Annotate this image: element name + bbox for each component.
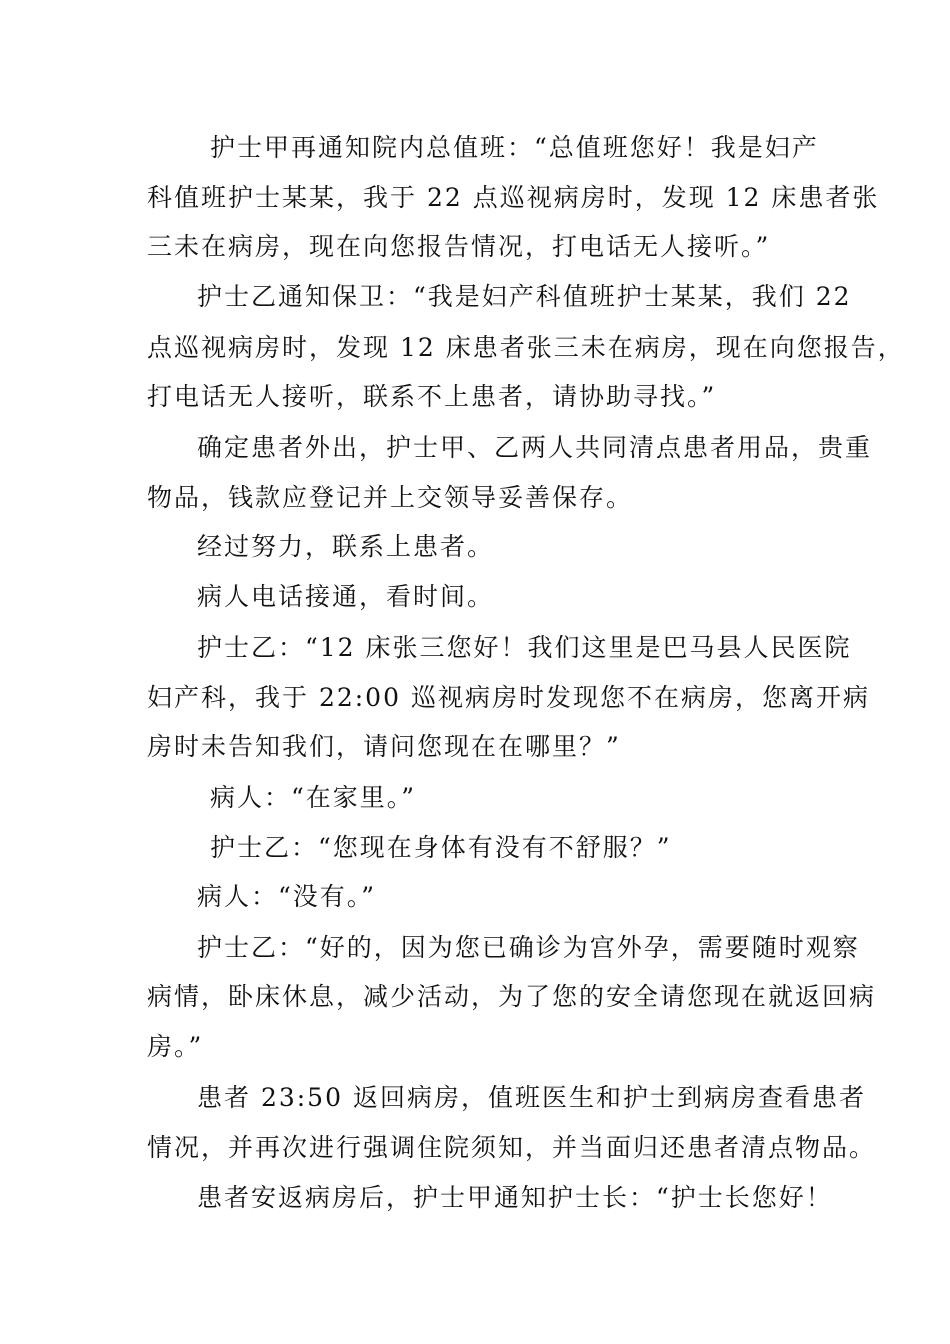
text-line: 房。”: [147, 1032, 204, 1061]
text-line: 情况，并再次进行强调住院须知，并当面归还患者清点物品。: [147, 1133, 877, 1162]
text-line: 护士乙：“您现在身体有没有不舒服？”: [210, 833, 672, 862]
text-line: 病情，卧床休息，减少活动，为了您的安全请您现在就返回病: [147, 982, 877, 1011]
text-line: 房时未告知我们，请问您现在在哪里？”: [147, 732, 621, 761]
text-line: 病人：“在家里。”: [210, 783, 417, 812]
text-line: 护士乙通知保卫：“我是妇产科值班护士某某，我们 22: [197, 282, 852, 311]
text-line: 患者安返病房后，护士甲通知护士长：“护士长您好！: [197, 1183, 833, 1212]
text-line: 病人：“没有。”: [197, 882, 377, 911]
text-line: 护士乙：“好的，因为您已确诊为宫外孕，需要随时观察: [197, 933, 860, 962]
text-line: 护士甲再通知院内总值班：“总值班您好！我是妇产: [210, 133, 819, 162]
text-line: 妇产科，我于 22:00 巡视病房时发现您不在病房，您离开病: [147, 683, 870, 712]
text-line: 护士乙：“12 床张三您好！我们这里是巴马县人民医院: [197, 633, 852, 662]
text-line: 病人电话接通，看时间。: [197, 582, 495, 611]
text-line: 科值班护士某某，我于 22 点巡视病房时，发现 12 床患者张: [147, 183, 880, 212]
text-line: 经过努力，联系上患者。: [197, 532, 495, 561]
text-line: 确定患者外出，护士甲、乙两人共同清点患者用品，贵重: [197, 433, 873, 462]
text-line: 点巡视病房时，发现 12 床患者张三未在病房，现在向您报告，: [147, 333, 905, 362]
text-line: 打电话无人接听，联系不上患者，请协助寻找。”: [147, 382, 717, 411]
text-line: 物品，钱款应登记并上交领导妥善保存。: [147, 483, 634, 512]
text-line: 患者 23:50 返回病房，值班医生和护士到病房查看患者: [197, 1083, 866, 1112]
text-line: 三未在病房，现在向您报告情况，打电话无人接听。”: [147, 232, 771, 261]
